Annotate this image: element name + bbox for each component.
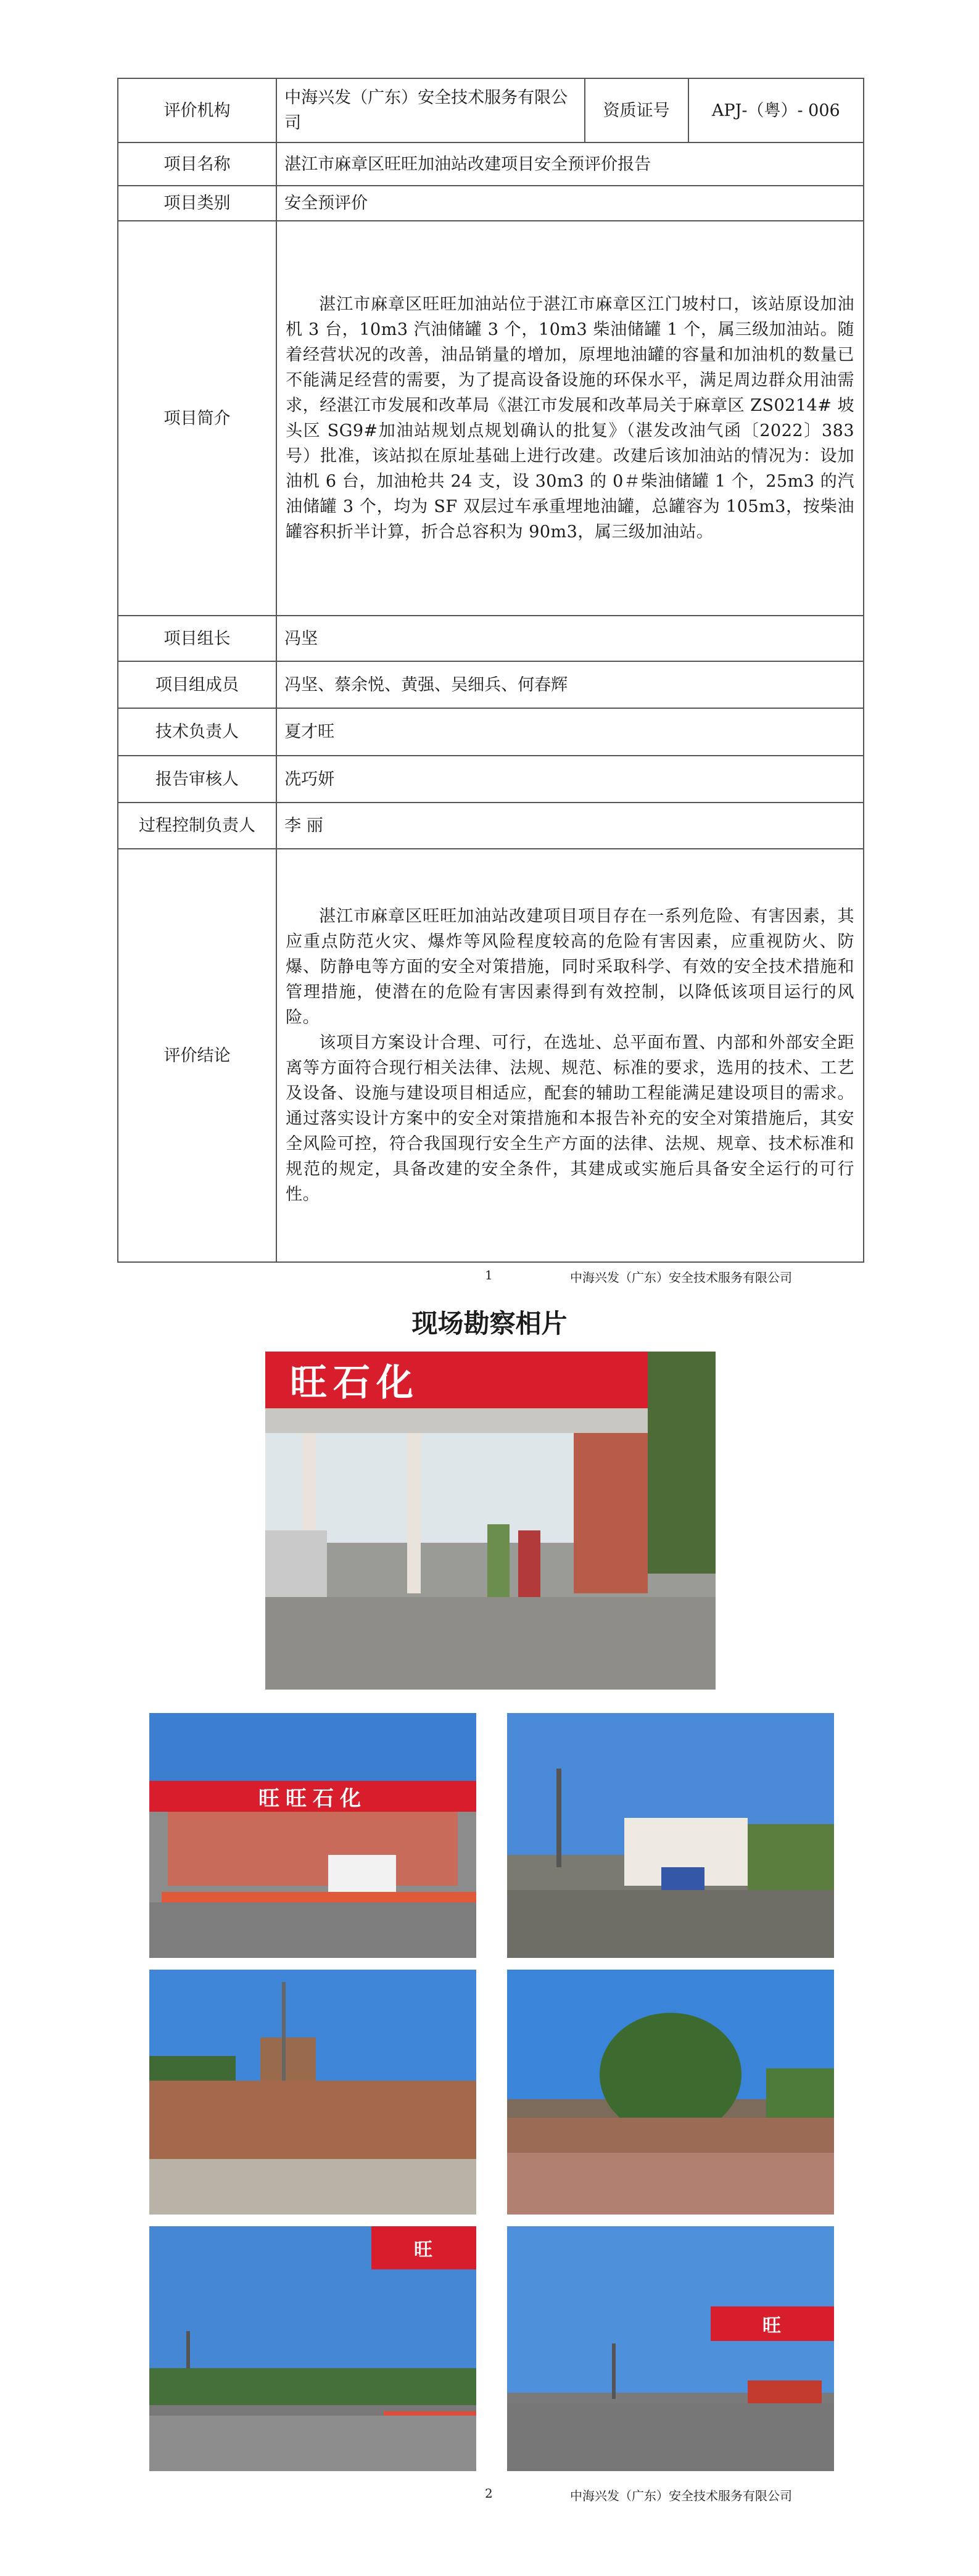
page-footer-1 xyxy=(0,1268,979,1292)
footer-company: 中海兴发（广东）安全技术服务有限公司 xyxy=(570,2488,792,2503)
row-reviewer xyxy=(118,756,864,803)
project-name-value: 湛江市麻章区旺旺加油站改建项目安全预评价报告 xyxy=(276,142,864,186)
row-project-type xyxy=(118,186,864,221)
reviewer-value: 冼巧妍 xyxy=(276,756,864,803)
page-number: 2 xyxy=(485,2486,493,2501)
project-type-label: 项目类别 xyxy=(118,186,276,221)
tech-label: 技术负责人 xyxy=(118,708,276,756)
canopy-sign-2: 旺旺石化 xyxy=(149,1781,476,1812)
org-value: 中海兴发（广东）安全技术服务有限公司 xyxy=(276,78,585,142)
project-type-value: 安全预评价 xyxy=(276,186,864,221)
row-org xyxy=(118,78,864,142)
intro-text: 湛江市麻章区旺旺加油站位于湛江市麻章区江门坡村口，该站原设加油机 3 台，10m3 汽油储罐 3 个，10m3 柴油储罐 1 个，属三级加油站。随着经营状况的改善，油品销量的增加，原埋地油罐的容量和加油机的数量已不能满足经营的需要，为了提高设备设施的环保水平，满足周边群众用油需求，经湛江市发展和改革局《湛江市发展和改革局关于麻章区 ZS0214# 坡头区 SG9#加油站规划点规划确认的批复》（湛发改油气函〔2022〕383 号）批准，该站拟在原址基础上进行改建。改建后该加油站的情况为：设加油机 6 台，加油枪共 24 支，设 30m3 的 0＃柴油储罐 1 个，25m3 的汽油储罐 3 个，均为 SF 双层过车承重埋地油罐，总罐容为 105m3，按柴油罐容积折半计算，折合总容积为 90m3，属三级加油站。 xyxy=(286,295,854,542)
row-project-name xyxy=(118,142,864,186)
site-photo-station-front xyxy=(149,1713,476,1958)
page-number: 1 xyxy=(485,1268,493,1282)
row-intro xyxy=(118,221,864,616)
reviewer-label: 报告审核人 xyxy=(118,756,276,803)
row-leader xyxy=(118,616,864,661)
members-label: 项目组成员 xyxy=(118,661,276,708)
process-value: 李 丽 xyxy=(276,803,864,849)
conclusion-paragraph-2: 该项目方案设计合理、可行，在选址、总平面布置、内部和外部安全距离等方面符合现行相关法律、法规、规范、标准的要求，选用的技术、工艺及设备、设施与建设项目相适应，配套的辅助工程能满足建设项目的需求。通过落实设计方案中的安全对策措施和本报告补充的安全对策措施后，其安全风险可控，符合我国现行安全生产方面的法律、法规、规章、技术标准和规范的规定，具备改建的安全条件，其建成或实施后具备安全运行的可行性。 xyxy=(286,1033,854,1204)
cert-label: 资质证号 xyxy=(585,78,688,142)
site-photo-tree-debris xyxy=(507,1970,834,2215)
photo-section-title: 现场勘察相片 xyxy=(411,1308,568,1339)
org-label: 评价机构 xyxy=(118,78,276,142)
site-photo-brick-wall xyxy=(149,1970,476,2215)
members-value: 冯坚、蔡余悦、黄强、吴细兵、何春辉 xyxy=(276,661,864,708)
site-photo-building-tower xyxy=(507,1713,834,1958)
intro-cell xyxy=(276,221,864,616)
row-conclusion xyxy=(118,849,864,1262)
row-process xyxy=(118,803,864,849)
site-photo-road-truck xyxy=(507,2226,834,2471)
conclusion-paragraph-1: 湛江市麻章区旺旺加油站改建项目项目存在一系列危险、有害因素，其应重点防范火灾、爆炸等风险程度较高的危险有害因素，应重视防火、防爆、防静电等方面的安全对策措施，同时采取科学、有效的安全技术措施和管理措施，使潜在的危险有害因素得到有效控制，以降低该项目运行的风险。 xyxy=(286,907,854,1027)
page-footer-2 xyxy=(0,2486,979,2511)
row-members xyxy=(118,661,864,708)
intro-label: 项目简介 xyxy=(118,221,276,616)
site-photo-power-lines xyxy=(149,2226,476,2471)
canopy-sign-3: 旺 xyxy=(371,2226,476,2269)
canopy-sign: 旺石化 xyxy=(265,1352,648,1408)
project-name-label: 项目名称 xyxy=(118,142,276,186)
evaluation-info-table xyxy=(117,78,864,1263)
process-label: 过程控制负责人 xyxy=(118,803,276,849)
footer-company: 中海兴发（广东）安全技术服务有限公司 xyxy=(570,1270,792,1285)
leader-value: 冯坚 xyxy=(276,616,864,661)
canopy-sign-4: 旺 xyxy=(711,2306,834,2341)
row-tech xyxy=(118,708,864,756)
conclusion-cell xyxy=(276,849,864,1262)
leader-label: 项目组长 xyxy=(118,616,276,661)
conclusion-label: 评价结论 xyxy=(118,849,276,1262)
cert-value: APJ-（粤）- 006 xyxy=(688,78,864,142)
site-photo-canopy-people xyxy=(265,1352,716,1690)
tech-value: 夏才旺 xyxy=(276,708,864,756)
